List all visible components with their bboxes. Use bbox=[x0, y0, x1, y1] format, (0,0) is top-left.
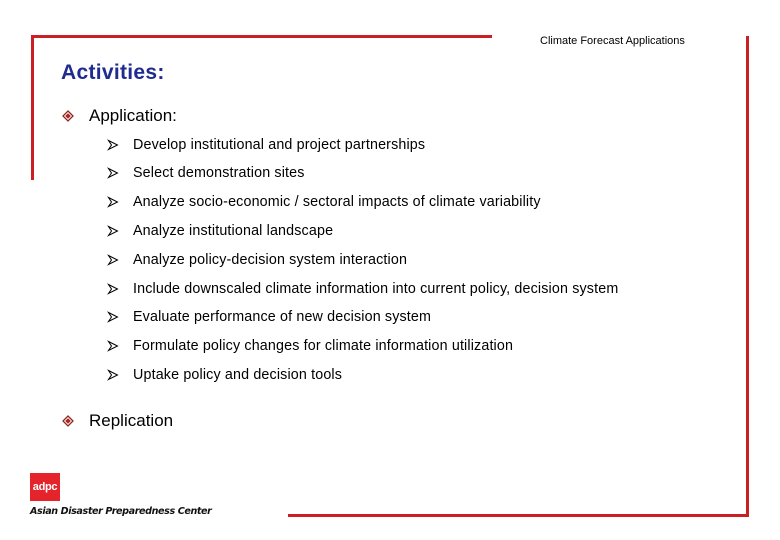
arrow-bullet-icon bbox=[107, 254, 119, 266]
slide-title: Activities: bbox=[61, 61, 165, 84]
footer-rule-bottom bbox=[288, 514, 749, 517]
sub-item bbox=[107, 252, 407, 268]
sub-item bbox=[107, 137, 425, 153]
arrow-bullet-icon bbox=[107, 311, 119, 323]
sub-item bbox=[107, 194, 541, 210]
diamond-bullet-icon bbox=[62, 415, 74, 427]
frame-rule-left bbox=[31, 35, 34, 180]
sub-item bbox=[107, 223, 333, 239]
arrow-bullet-icon bbox=[107, 196, 119, 208]
arrow-bullet-icon bbox=[107, 340, 119, 352]
arrow-bullet-icon bbox=[107, 139, 119, 151]
frame-rule-right bbox=[746, 36, 749, 517]
arrow-bullet-icon bbox=[107, 167, 119, 179]
sub-item bbox=[107, 309, 431, 325]
sub-item-label: Formulate policy changes for climate information utilization bbox=[133, 338, 514, 354]
bullet-application bbox=[62, 106, 177, 126]
sub-item bbox=[107, 367, 342, 383]
sub-item bbox=[107, 338, 513, 354]
bullet-label: Application: bbox=[89, 106, 177, 125]
sub-item-label: Uptake policy and decision tools bbox=[133, 367, 343, 383]
adpc-logo bbox=[30, 473, 212, 521]
logo-name: Asian Disaster Preparedness Center bbox=[30, 506, 212, 517]
sub-item-label: Analyze institutional landscape bbox=[133, 223, 334, 239]
header-rule-top bbox=[31, 35, 492, 38]
diamond-bullet-icon bbox=[62, 110, 74, 122]
sub-item-label: Include downscaled climate information into current policy, decision system bbox=[133, 281, 619, 297]
bullet-replication bbox=[62, 411, 173, 431]
sub-item bbox=[107, 165, 305, 181]
sub-item-label: Analyze policy-decision system interaction bbox=[133, 252, 408, 268]
sub-item-label: Select demonstration sites bbox=[133, 165, 305, 181]
sub-item-label: Evaluate performance of new decision system bbox=[133, 309, 432, 325]
arrow-bullet-icon bbox=[107, 225, 119, 237]
arrow-bullet-icon bbox=[107, 369, 119, 381]
arrow-bullet-icon bbox=[107, 283, 119, 295]
bullet-label: Replication bbox=[89, 411, 174, 430]
sub-item-label: Develop institutional and project partnerships bbox=[133, 137, 426, 153]
header-title: Climate Forecast Applications bbox=[540, 35, 685, 47]
sub-item bbox=[107, 281, 618, 297]
logo-mark: adpc bbox=[30, 473, 60, 501]
sub-item-label: Analyze socio-economic / sectoral impacts of climate variability bbox=[133, 194, 541, 210]
